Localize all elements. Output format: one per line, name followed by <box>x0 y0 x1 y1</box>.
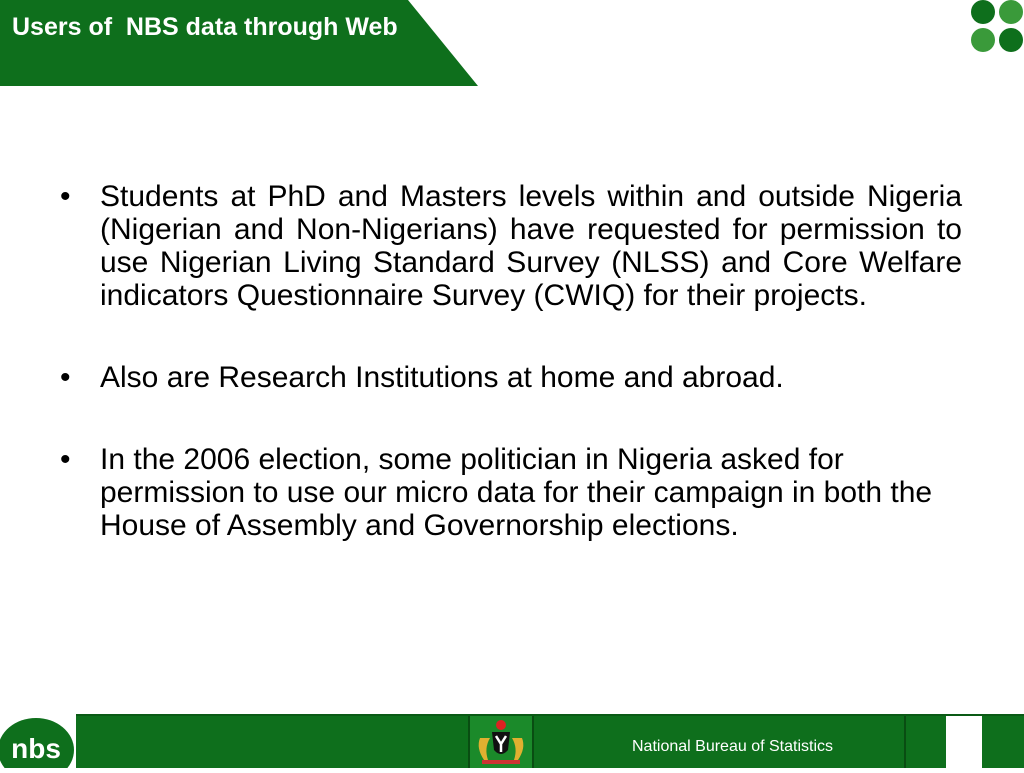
flag-stripe-white <box>946 716 982 768</box>
bullet-item <box>60 443 962 542</box>
page-title: Users of NBS data through Web <box>12 13 398 41</box>
coat-of-arms-icon <box>470 716 532 768</box>
footer <box>0 714 1024 768</box>
flag-stripe-green-right <box>982 716 1024 768</box>
nbs-logo-text: nbs <box>11 733 61 764</box>
bullet-text: In the 2006 election, some politician in Nigeria asked for permission to use our micro data for their campaign in both the House of Assembly and Governorship elections. <box>100 443 933 542</box>
bullet-marker: • <box>60 443 71 476</box>
flag-stripe-green-left <box>906 716 946 768</box>
bullet-item <box>60 361 962 394</box>
bullet-text: Students at PhD and Masters levels within and outside Nigeria (Nigerian and Non-Nigerians) have requested for permission to use Nigerian Living Standard Survey (NLSS) and Core Welfare indicators Questionnaire Survey (CWIQ) for their projects. <box>100 180 962 312</box>
footer-separator <box>532 716 534 768</box>
four-dots-icon <box>968 0 1024 56</box>
footer-organization: National Bureau of Statistics <box>632 738 833 755</box>
bullet-item <box>60 180 962 312</box>
bullet-text: Also are Research Institutions at home and abroad. <box>100 361 784 394</box>
nbs-logo-icon <box>0 714 76 768</box>
bullet-marker: • <box>60 361 71 394</box>
bullet-marker: • <box>60 180 71 213</box>
bullet-list <box>60 180 962 591</box>
title-banner <box>0 0 478 86</box>
